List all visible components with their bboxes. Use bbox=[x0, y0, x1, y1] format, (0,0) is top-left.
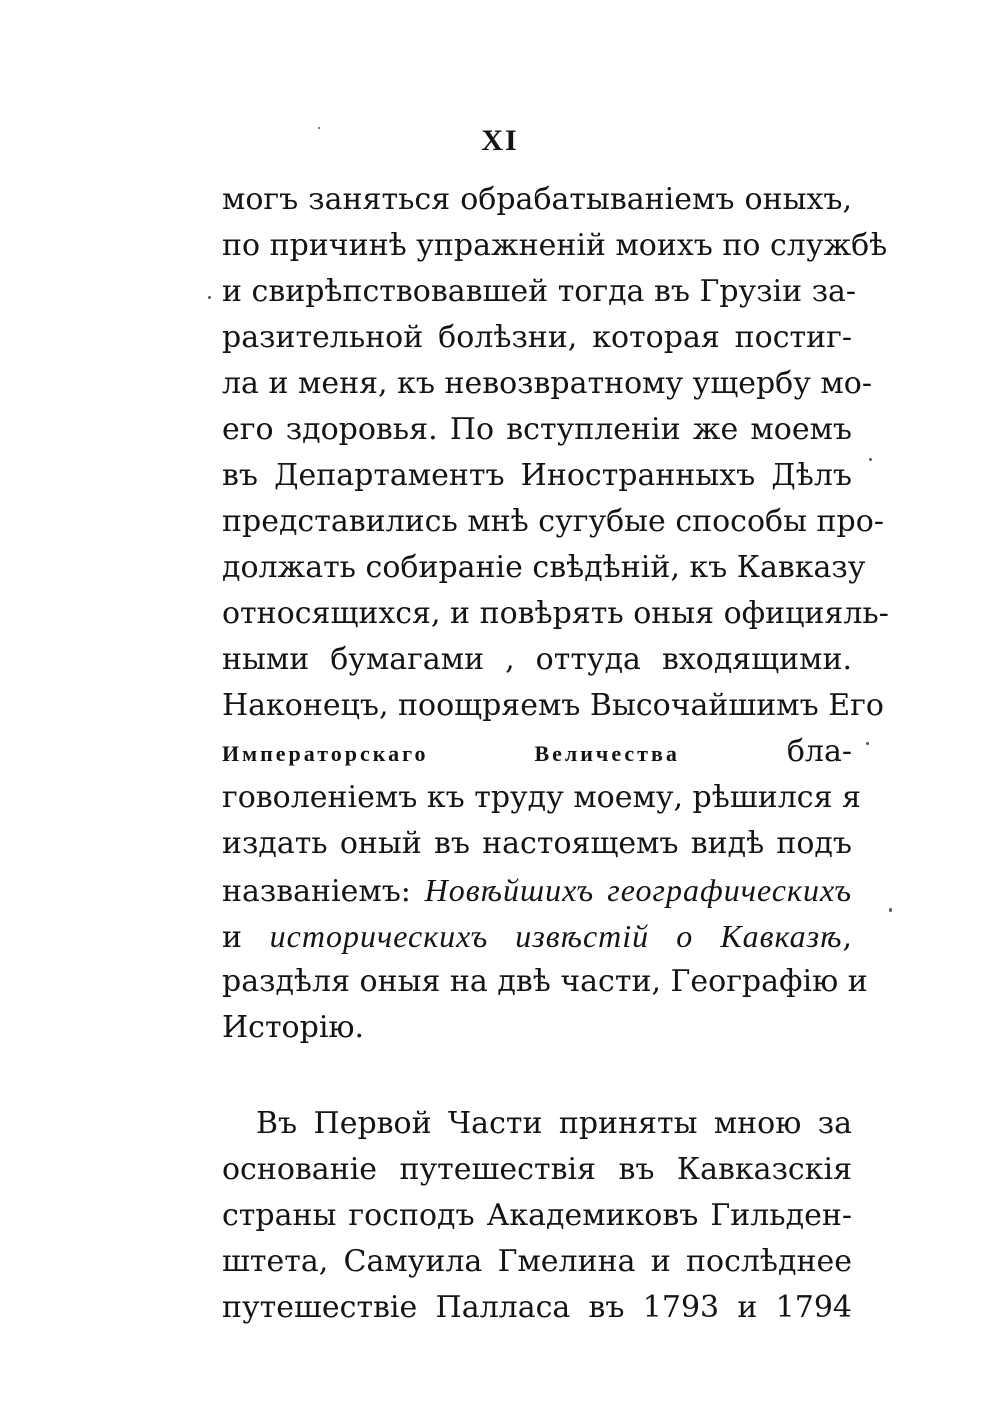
text-line: путешествіе Палласа въ 1793 и 1794 bbox=[222, 1290, 852, 1325]
text-line: и свирѣпствовавшей тогда въ Грузіи за- bbox=[222, 274, 857, 309]
text-fragment: бла- bbox=[786, 734, 852, 769]
print-speck bbox=[866, 742, 869, 745]
text-line: представились мнѣ сугубые способы про- bbox=[222, 504, 884, 539]
text-line: раздѣля оныя на двѣ части, Географію и bbox=[222, 964, 868, 999]
text-line bbox=[222, 912, 852, 960]
print-speck bbox=[889, 908, 892, 912]
text-line: Наконецъ, поощряемъ Высочайшимъ Его bbox=[222, 688, 884, 723]
text-line: Исторію. bbox=[222, 1010, 365, 1045]
print-speck bbox=[318, 127, 320, 129]
text-line: основаніе путешествія въ Кавказскія bbox=[222, 1152, 852, 1187]
print-speck bbox=[208, 296, 211, 299]
emperor-title: Императорскаго Величества bbox=[222, 741, 680, 766]
text-line: могъ заняться обрабатываніемъ оныхъ, bbox=[222, 182, 852, 217]
text-fragment: , bbox=[842, 920, 853, 955]
text-line bbox=[222, 866, 852, 914]
page-number: XI bbox=[481, 124, 519, 157]
text-line: разительной болѣзни, которая постиг- bbox=[222, 320, 852, 355]
text-line: въ Департаментъ Иностранныхъ Дѣлъ bbox=[222, 458, 852, 493]
text-line: по причинѣ упражненій моихъ по службѣ bbox=[222, 228, 888, 263]
text-line: говоленіемъ къ труду моему, рѣшился я bbox=[222, 780, 861, 815]
book-title-italic: Новѣйшихъ географическихъ bbox=[424, 872, 852, 908]
text-line: страны господъ Академиковъ Гильден- bbox=[222, 1198, 852, 1233]
book-title-italic: историческихъ извѣстій о Кавказѣ bbox=[269, 918, 843, 954]
text-line: относящихся, и повѣрять оныя официяль- bbox=[222, 596, 889, 631]
text-line: ными бумагами , оттуда входящими. bbox=[222, 642, 852, 677]
text-line bbox=[222, 728, 852, 776]
text-line: ла и меня, къ невозвратному ущербу мо- bbox=[222, 366, 872, 401]
text-line: должать собираніе свѣдѣній, къ Кавказу bbox=[222, 550, 866, 585]
text-line: его здоровья. По вступленіи же моемъ bbox=[222, 412, 852, 447]
print-speck bbox=[869, 458, 872, 461]
text-fragment: названіемъ: bbox=[222, 874, 411, 909]
text-fragment: и bbox=[222, 920, 242, 955]
text-line: штета, Самуила Гмелина и послѣднее bbox=[222, 1244, 852, 1279]
text-line: Въ Первой Части приняты мною за bbox=[256, 1106, 852, 1141]
text-line: издать оный въ настоящемъ видѣ подъ bbox=[222, 826, 852, 861]
